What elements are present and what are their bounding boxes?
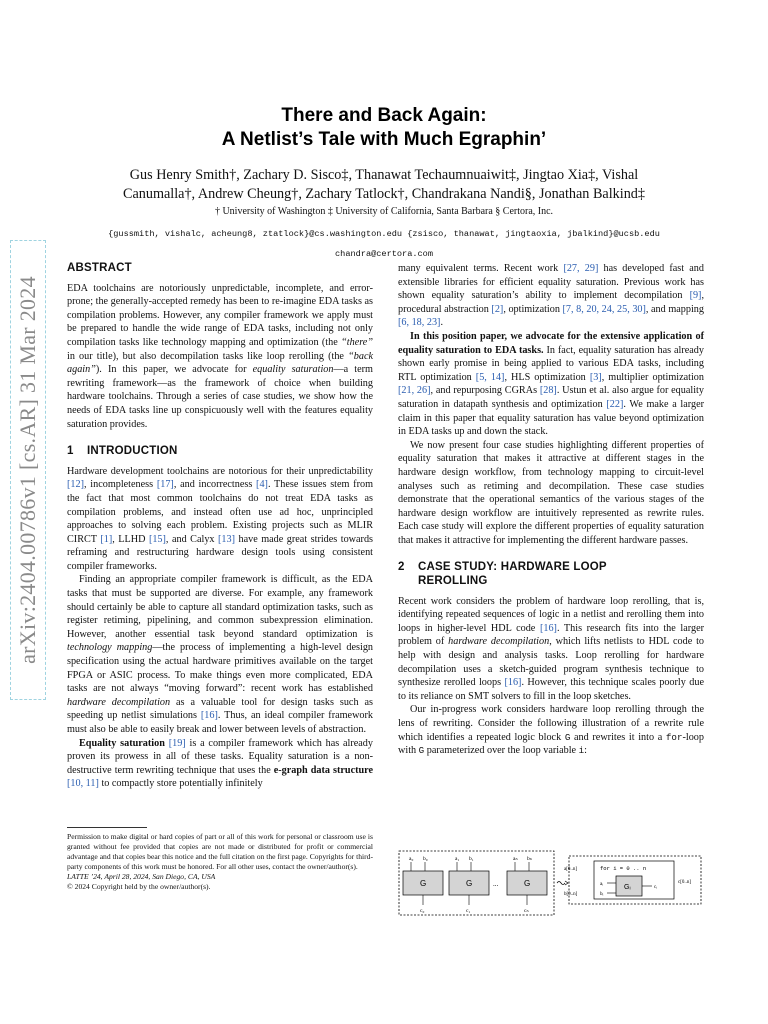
abstract-text: EDA toolchains are notoriously unpredictable, incomplete, and error-prone; the generally-accepted remedy has been to re-imagine EDA tasks as compilation problems. However, any compiler framework we apply must be prepared to handle the wide range of EDA tasks, including not only compilation tasks like technology mapping and optimization (the “there” in our title), but also decompilation tasks like loop rerolling (the “back again”). In this paper, we advocate for equality saturation—a term rewriting framework—as the framework of choice when building hardware toolchains. Through a series of case studies, we show how the needs of EDA tasks line up conspicuously well with the features equality saturation provides.	[67, 282, 373, 430]
arxiv-identifier: arXiv:2404.00786v1 [cs.AR] 31 Mar 2024	[15, 276, 40, 664]
citation-link[interactable]: [16]	[200, 710, 218, 722]
output-c-vector: c[0..n]	[678, 880, 692, 885]
input-an: aₙ	[513, 856, 518, 862]
output-cn: cₙ	[524, 908, 529, 914]
citation-link[interactable]: [15]	[148, 533, 166, 545]
citation-link[interactable]: [6, 18, 23]	[398, 317, 441, 329]
affiliations: † University of Washington ‡ University of California, Santa Barbara § Certora, Inc.	[214, 206, 554, 217]
emails-line-1: {gussmith, vishalc, acheung8, ztatlock}@cs.washington.edu {zsisco, thanawat, jingtaoxia, jbalkind}@ucsb.edu	[108, 229, 660, 239]
author-list	[80, 166, 688, 204]
citation-link[interactable]: [19]	[168, 737, 186, 749]
title-line-1: There and Back Again:	[281, 105, 487, 126]
input-a0: a₀	[409, 856, 414, 862]
input-b1: b₁	[469, 856, 474, 862]
intro-paragraph-2: Finding an appropriate compiler framework is difficult, as the EDA tasks that must be supported are diverse. For example, any framework should certainly be able to capture all standard optimization tasks, such as register retiming, pipelining, and common subexpression elimination. However, another essential task beyond standard optimization is technology mapping—the process of implementing a high-level design specification using the actual hardware primitives available on the target FPGA or ASIC process. To make things even more complicated, EDA tasks are not always “moving forward”: recent work has established hardware decompilation as a valuable tool for design tasks such as speeding up netlist simulations [16]. Thus, an ideal compiler framework must also be able to easily break and lower between levels of abstraction.	[67, 574, 374, 735]
block-g-label: G	[420, 879, 427, 888]
citation-link[interactable]: [21, 26]	[398, 385, 431, 397]
right-paragraph-3: We now present four case studies highlighting different properties of equality saturation that makes it attractive at different stages in the hardware design workflow, from technology mapping to circuit-level analyses such as retiming and decompilation. These case studies demonstrate that the operational semantics of the various stages of the hardware design workflow are intuitively represented as rewrite rules. Each case study will explore the different properties of equality saturation that makes it attractive for implementing the different hardware passes.	[398, 439, 704, 546]
for-loop-header: for i = 0 .. n	[600, 865, 647, 872]
input-b0: b₀	[423, 856, 428, 862]
abstract-heading: ABSTRACT	[67, 262, 132, 274]
input-bn: bₙ	[527, 856, 532, 862]
citation-link[interactable]: [7, 8, 20, 24, 25, 30]	[562, 303, 646, 315]
ellipsis: ...	[493, 880, 499, 888]
citation-link[interactable]: [9]	[689, 290, 702, 302]
citation-link[interactable]: [12]	[67, 479, 84, 491]
output-c1: c₁	[466, 908, 471, 914]
citation-link[interactable]: [3]	[589, 371, 602, 383]
citation-link[interactable]: [13]	[218, 533, 235, 545]
paper-title	[60, 104, 708, 152]
rewrite-arrow-icon	[557, 882, 565, 885]
citation-link[interactable]: [4]	[256, 479, 268, 491]
permission-notice: Permission to make digital or hard copies of part or all of this work for personal or classroom use is granted without fee provided that copies are not made or distributed for profit or commercial advantage and that copies bear this notice and the full citation on the first page. Copyrights for third-party components of this work must be honored. For all other uses, contact the owner/author(s).	[67, 832, 373, 871]
block-g-label: G	[466, 879, 473, 888]
input-a1: a₁	[455, 856, 460, 862]
right-column	[398, 262, 704, 758]
authors-line-2: Canumalla†, Andrew Cheung†, Zachary Tatlock†, Chandrakana Nandi§, Jonathan Balkind‡	[123, 186, 645, 202]
citation-link[interactable]: [28]	[539, 385, 557, 397]
input-b-vector: b[0..n]	[564, 892, 578, 897]
citation-link[interactable]: [1]	[100, 533, 113, 545]
loop-rerolling-diagram	[398, 850, 704, 916]
block-gi-label: Gᵢ	[624, 884, 631, 891]
citation-link[interactable]: [16]	[504, 677, 522, 689]
section-2-paragraph-2: Our in-progress work considers hardware loop rerolling through the lens of rewriting. Consider the following illustration of a rewrite rule which identifies a repeated logic block G and rewrites it into a for-loop with G parameterized over the loop variable i:	[398, 704, 704, 757]
right-paragraph-2: In this position paper, we advocate for the extensive application of equality saturation to EDA tasks. In fact, equality saturation has already shown early promise in being applied to various EDA tasks, including RTL optimization [5, 14], HLS optimization [3], multiplier optimization [21, 26], and repurposing CGRAs [28]. Ustun et al. also argue for equality saturation in datapath synthesis and optimization [22]. We make a larger claim in this paper that equality saturation has value beyond optimization in EDA tasks up and down the stack.	[398, 330, 704, 438]
intro-paragraph-3: Equality saturation [19] is a compiler framework which has already proven its prowess in all of these tasks. Equality saturation is a non-destructive term rewriting technique that uses the e-graph data structure [10, 11] to compactly store potentially infinitely	[67, 737, 374, 790]
right-paragraph-1: many equivalent terms. Recent work [27, 29] has developed fast and extensible libraries for efficient equality saturation. Previous work has shown equality saturation’s ability to implement decompilation [9], procedural abstraction [2], optimization [7, 8, 20, 24, 25, 30], and mapping [6, 18, 23].	[398, 263, 704, 329]
output-ci: cᵢ	[654, 885, 658, 890]
input-a-vector: a[0..n]	[564, 867, 578, 872]
emails-line-2: chandra@certora.com	[335, 249, 433, 259]
citation-link[interactable]: [16]	[539, 622, 557, 634]
venue-line: LATTE ’24, April 28, 2024, San Diego, CA, USA	[67, 872, 216, 881]
section-1-heading: 1 INTRODUCTION	[67, 445, 178, 458]
citation-link[interactable]: [17]	[156, 479, 174, 491]
copyright-footnote	[67, 832, 373, 892]
citation-link[interactable]: [2]	[491, 303, 504, 315]
output-c0: c₀	[420, 908, 425, 914]
input-ai: aᵢ	[600, 882, 604, 887]
footnote-rule	[67, 827, 147, 828]
section-2-heading: 2 CASE STUDY: HARDWARE LOOP REROLLING	[398, 561, 607, 588]
arxiv-identifier-stamp[interactable]	[10, 240, 46, 700]
section-2-paragraph-1: Recent work considers the problem of hardware loop rerolling, that is, identifying repeated sequences of logic in a netlist and rerolling them into loops in higher-level HDL code [16]. This research fits into the larger problem of hardware decompilation, which lifts netlists to HDL code to help with design and analysis tasks. Loop rerolling for hardware decompilation uses a sketch-guided program synthesis technique to synthesize rerolled loops [16]. However, this technique scales poorly due to its reliance on SMT solvers to fill in the loop sketches.	[398, 595, 705, 702]
citation-link[interactable]: [5, 14]	[475, 371, 505, 383]
authors-line-1: Gus Henry Smith†, Zachary D. Sisco‡, Thanawat Techaumnuaiwit‡, Jingtao Xia‡, Vishal	[129, 167, 639, 183]
left-column	[67, 262, 373, 791]
citation-link[interactable]: [22]	[606, 398, 624, 410]
intro-paragraph-1: Hardware development toolchains are notorious for their unpredictability [12], incompleteness [17], and incorrectness [4]. These issues stem from the fact that most common toolchains do not treat EDA tasks as compilation problems, and instead often use ad hoc, unprincipled approaches to solving each problem. Existing projects such as MLIR CIRCT [1], LLHD [15], and Calyx [13] have made great strides towards reframing and restructuring hardware design tools using consistent compiler frameworks.	[67, 465, 373, 572]
block-g-label: G	[524, 879, 531, 888]
author-emails	[60, 224, 708, 264]
title-line-2: A Netlist’s Tale with Much Egraphin’	[221, 129, 547, 150]
copyright-line: © 2024 Copyright held by the owner/author(s).	[67, 882, 211, 891]
citation-link[interactable]: [10, 11]	[67, 778, 99, 790]
citation-link[interactable]: [27, 29]	[563, 263, 599, 274]
input-bi: bᵢ	[600, 892, 604, 897]
